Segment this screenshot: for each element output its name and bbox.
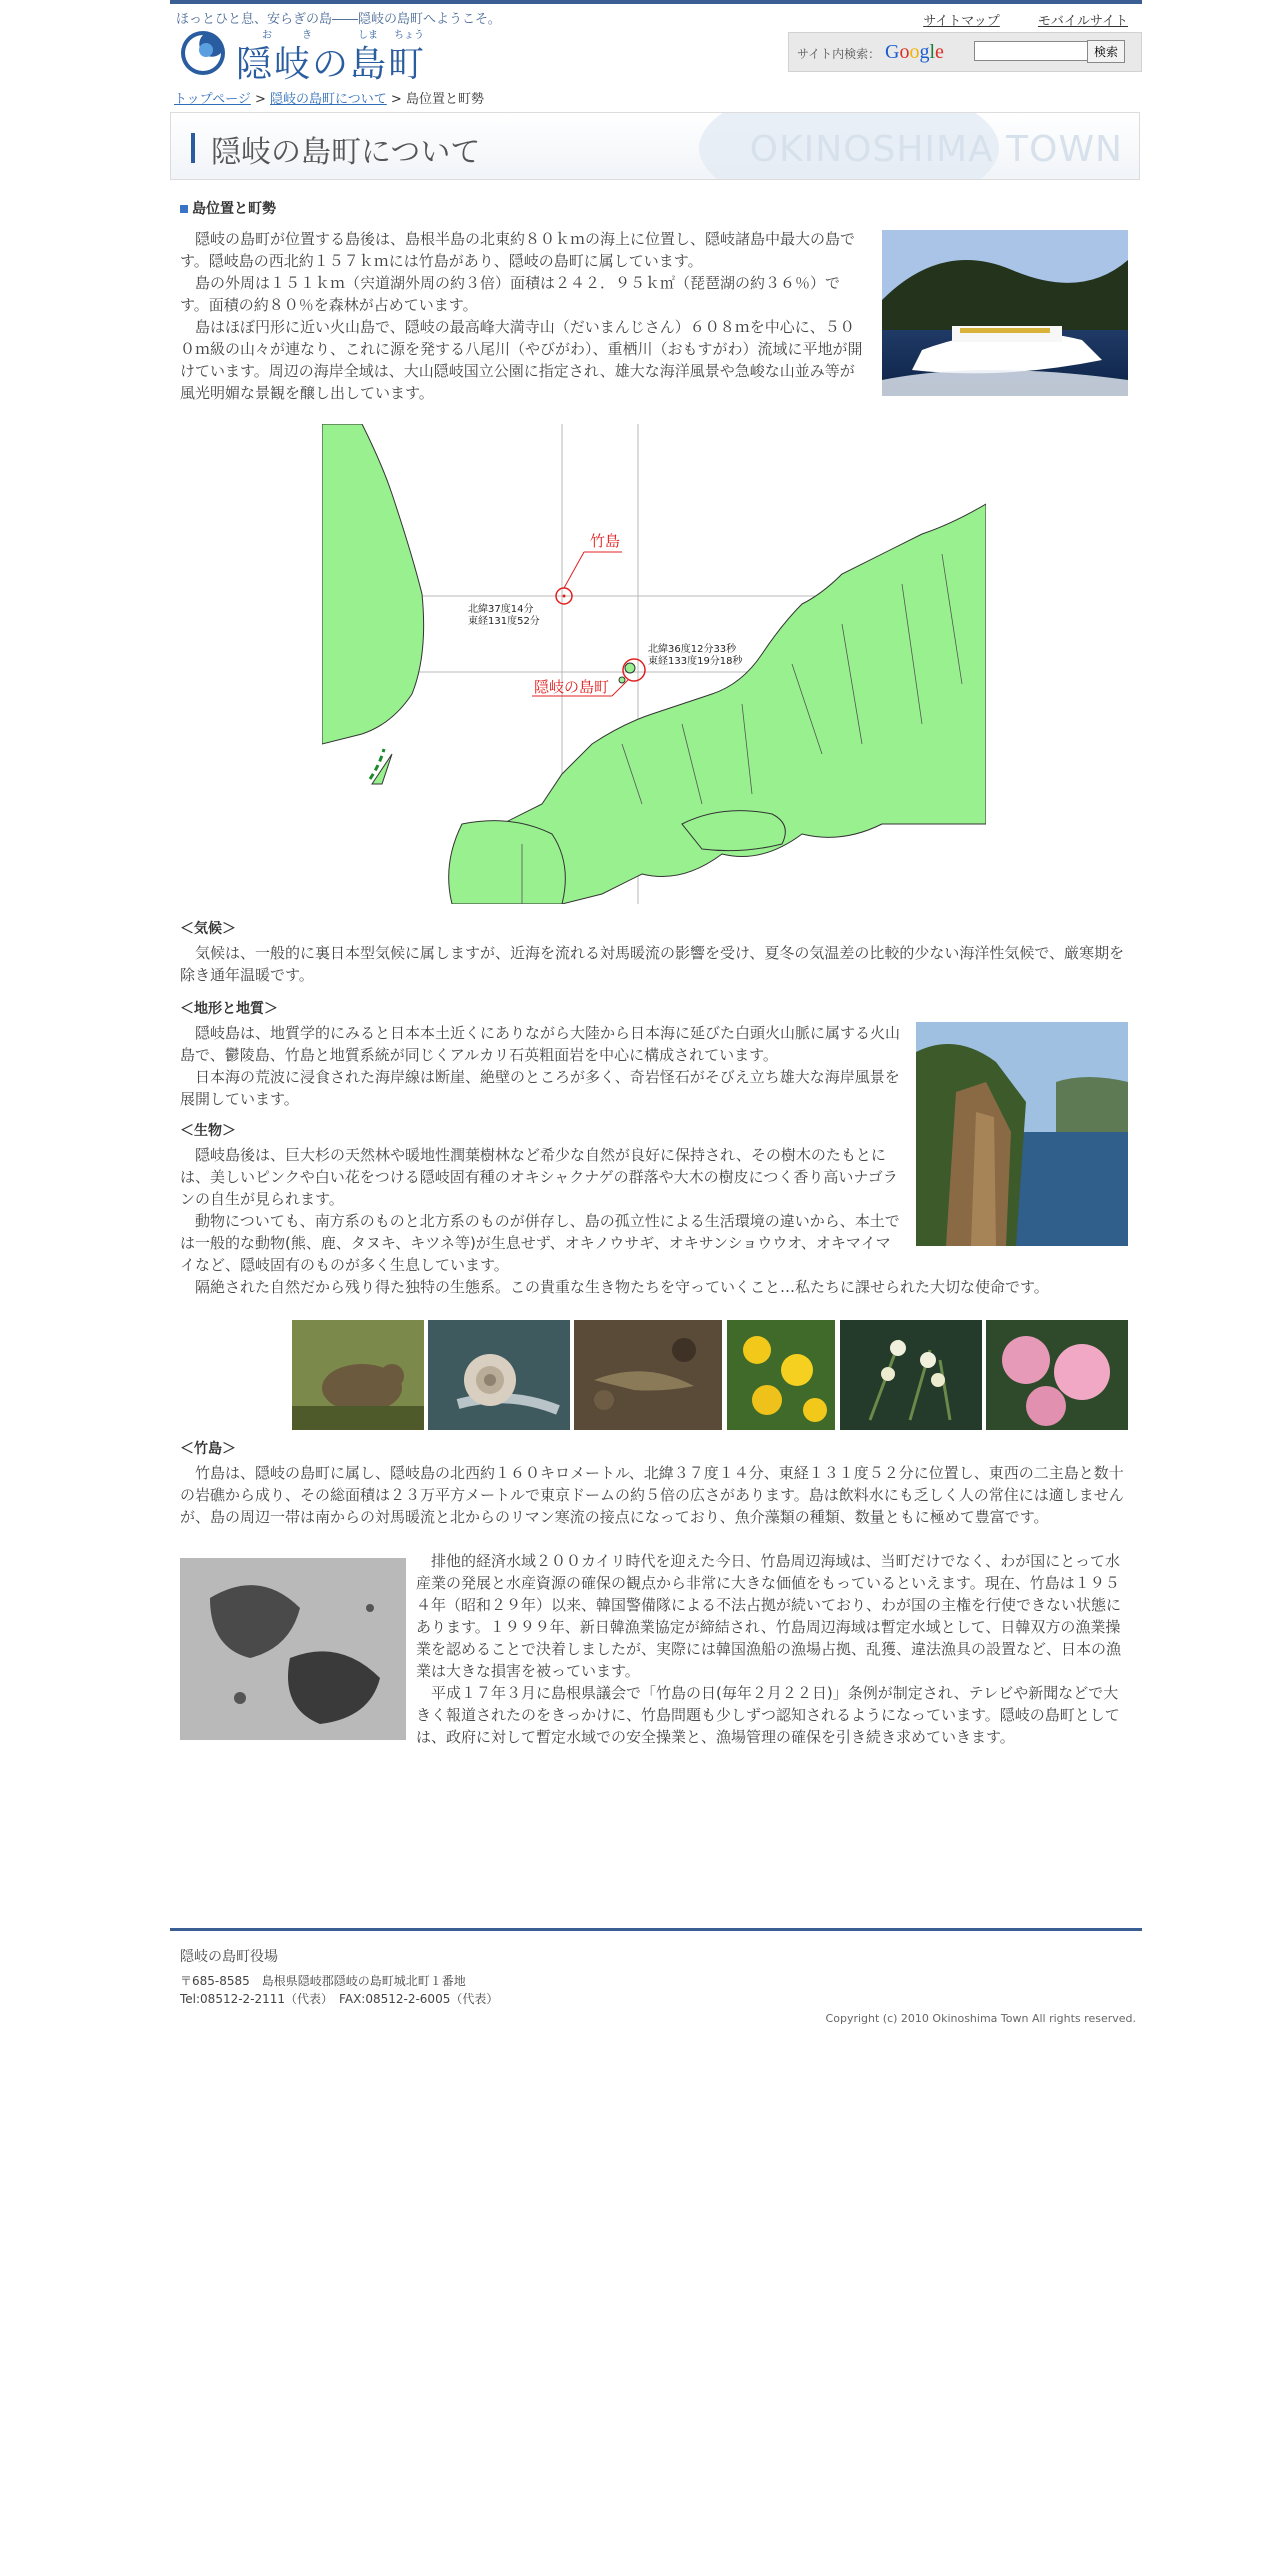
logo-ruby-shima: しま: [358, 30, 378, 41]
breadcrumb-current: 島位置と町勢: [405, 92, 484, 107]
title-accent-bar: [191, 133, 195, 163]
location-map: [322, 424, 986, 904]
footer-contact: Tel:08512-2-2111（代表） FAX:08512-2-6005（代表）: [180, 1992, 499, 2006]
map-coord-takeshima-lat: 北緯37度14分: [468, 604, 534, 615]
map-coord-oki-lon: 東経133度19分18秒: [648, 656, 743, 667]
site-logo[interactable]: [180, 24, 440, 85]
section-heading-location: 島位置と町勢: [180, 198, 276, 218]
rabbit-photo: [292, 1320, 424, 1430]
section-location-text: 隠岐の島町が位置する島後は、島根半島の北東約８０ｋｍの海上に位置し、隠岐諸島中最大の島です。隠岐島の西北約１５７ｋｍには竹島があり、隠岐の島町に属しています。 島の外周は１５１ｋｍ（宍道湖外周の約３倍）面積は２４２．９５ｋ㎡（琵琶湖の約３６％）です。面積の約８０％を森林が占めています。 島はほぼ円形に近い火山島で、隠岐の最高峰大満寺山（だいまんじさん）６０８ｍを中心に、５００ｍ級の山々が連なり、これに源を発する八尾川（やびがわ）、重栖川（おもすがわ）流域に平地が開けています。周辺の海岸全域は、大山隠岐国立公園に指定され、雄大な海洋風景や急峻な山並み等が風光明媚な景観を醸し出しています。: [180, 230, 863, 402]
rhododendron-photo: [986, 1320, 1128, 1430]
page-title-english: OKINOSHIMA TOWN: [749, 129, 1123, 170]
ferry-photo: [882, 230, 1128, 396]
map-label-takeshima: 竹島: [590, 532, 621, 550]
climate-text: 気候は、一般的に裏日本型気候に属しますが、近海を流れる対馬暖流の影響を受け、夏冬の気温差の比較的少ない海洋性気候で、厳寒期を除き通年温暖です。: [180, 944, 1125, 984]
snail-photo: [428, 1320, 570, 1430]
search-label: サイト内検索：: [797, 47, 881, 61]
search-input[interactable]: [974, 41, 1088, 61]
takeshima-text-1: 竹島は、隠岐の島町に属し、隠岐島の北西約１６０キロメートル、北緯３７度１４分、東経１３１度５２分に位置し、東西の二主島と数十の岩礁から成り、その総面積は２３万平方メートルで東京ドームの約５倍の広さがあります。島は飲料水にも乏しく人の常住には適しませんが、島の周辺一帯は南からの対馬暖流と北からのリマン寒流の接点になっており、魚介藻類の種類、数量ともに極めて豊富です。: [180, 1464, 1124, 1526]
logo-ruby-o: お: [262, 30, 272, 41]
google-logo: Google: [885, 41, 944, 63]
breadcrumb-separator: >: [390, 92, 402, 107]
salamander-photo: [574, 1320, 722, 1430]
sitemap-link[interactable]: サイトマップ: [923, 14, 1000, 29]
site-tagline: ほっとひと息、安らぎの島――隠岐の島町へようこそ。: [176, 12, 501, 27]
logo-ruby-ki: き: [302, 30, 312, 41]
mobile-site-link[interactable]: モバイルサイト: [1037, 14, 1128, 29]
footer-org: 隠岐の島町役場: [180, 1949, 278, 1965]
logo-text: 隠岐の島町: [236, 44, 427, 85]
search-button[interactable]: 検索: [1087, 40, 1125, 63]
terrain-heading: ＜地形と地質＞: [180, 1001, 278, 1017]
map-coord-takeshima-lon: 東経131度52分: [468, 616, 540, 627]
top-links: [889, 10, 1128, 29]
map-coord-oki-lat: 北緯36度12分33秒: [648, 644, 737, 655]
takeshima-heading: ＜竹島＞: [180, 1441, 236, 1457]
map-label-okinoshima: 隠岐の島町: [534, 678, 610, 696]
life-text: 隠岐島後は、巨大杉の天然林や暖地性潤葉樹林など希少な自然が良好に保持され、その樹木のたもとには、美しいピンクや白い花をつける隠岐固有種のオキシャクナゲの群落や大木の樹皮につく香り高いナゴランの自生が見られます。 動物についても、南方系のものと北方系のものが併存し、島の孤立性による生活環境の違いから、本土では一般的な動物(熊、鹿、タヌキ、キツネ等)が生息せず、オキノウサギ、オキサンショウウオ、オキマイマイなど、隠岐固有のものが多く生息しています。 隔絶された自然だから残り得た独特の生態系。この貴重な生き物たちを守っていくこと…私たちに課せられた大切な使命です。: [180, 1146, 1049, 1296]
square-bullet-icon: [180, 205, 188, 213]
page-title: 隠岐の島町について: [211, 135, 481, 170]
breadcrumb-top-link[interactable]: トップページ: [174, 92, 251, 107]
logo-ruby-cho: ちょう: [394, 30, 424, 41]
page-title-box: [170, 112, 1140, 180]
town-emblem-icon: [180, 30, 226, 76]
takeshima-text-2: 排他的経済水域２００カイリ時代を迎えた今日、竹島周辺海域は、当町だけでなく、わが国にとって水産業の発展と水産資源の確保の観点から非常に大きな価値をもっているといえます。現在、竹島は１９５４年（昭和２９年）以来、韓国警備隊による不法占拠が続いており、わが国の主権を行使できない状態にあります。１９９９年、新日韓漁業協定が締結され、竹島周辺海域は暫定水域として、日韓双方の漁業操業を認めることで決着しましたが、実際には韓国漁船の漁場占拠、乱獲、違法漁具の設置など、日本の漁業は大きな損害を被っています。 平成１７年３月に島根県議会で「竹島の日(毎年２月２２日)」条例が制定され、テレビや新聞などで大きく報道されたのをきっかけに、竹島問題も少しずつ認知されるようになっています。隠岐の島町としては、政府に対して暫定水域での安全操業と、漁場管理の確保を引き続き求めていきます。: [416, 1552, 1122, 1746]
orchid-photo: [840, 1320, 982, 1430]
breadcrumb: [174, 88, 484, 107]
breadcrumb-about-link[interactable]: 隠岐の島町について: [270, 92, 387, 107]
footer-address: 〒685-8585 島根県隠岐郡隠岐の島町城北町１番地: [180, 1974, 466, 1988]
yellow-flower-photo: [727, 1320, 835, 1430]
footer-border: [170, 1928, 1142, 1931]
site-search: [788, 32, 1142, 72]
top-border: [170, 0, 1142, 4]
terrain-text: 隠岐島は、地質学的にみると日本本土近くにありながら大陸から日本海に延びた白頭火山脈に属する火山島で、鬱陵島、竹島と地質系統が同じくアルカリ石英粗面岩を中心に構成されています。 日本海の荒波に浸食された海岸線は断崖、絶壁のところが多く、奇岩怪石がそびえ立ち雄大な海岸風景を展開しています。: [180, 1024, 901, 1108]
footer-copyright: Copyright (c) 2010 Okinoshima Town All rights reserved.: [825, 2012, 1136, 2025]
life-heading: ＜生物＞: [180, 1123, 236, 1139]
breadcrumb-separator: >: [254, 92, 266, 107]
climate-heading: ＜気候＞: [180, 921, 236, 937]
